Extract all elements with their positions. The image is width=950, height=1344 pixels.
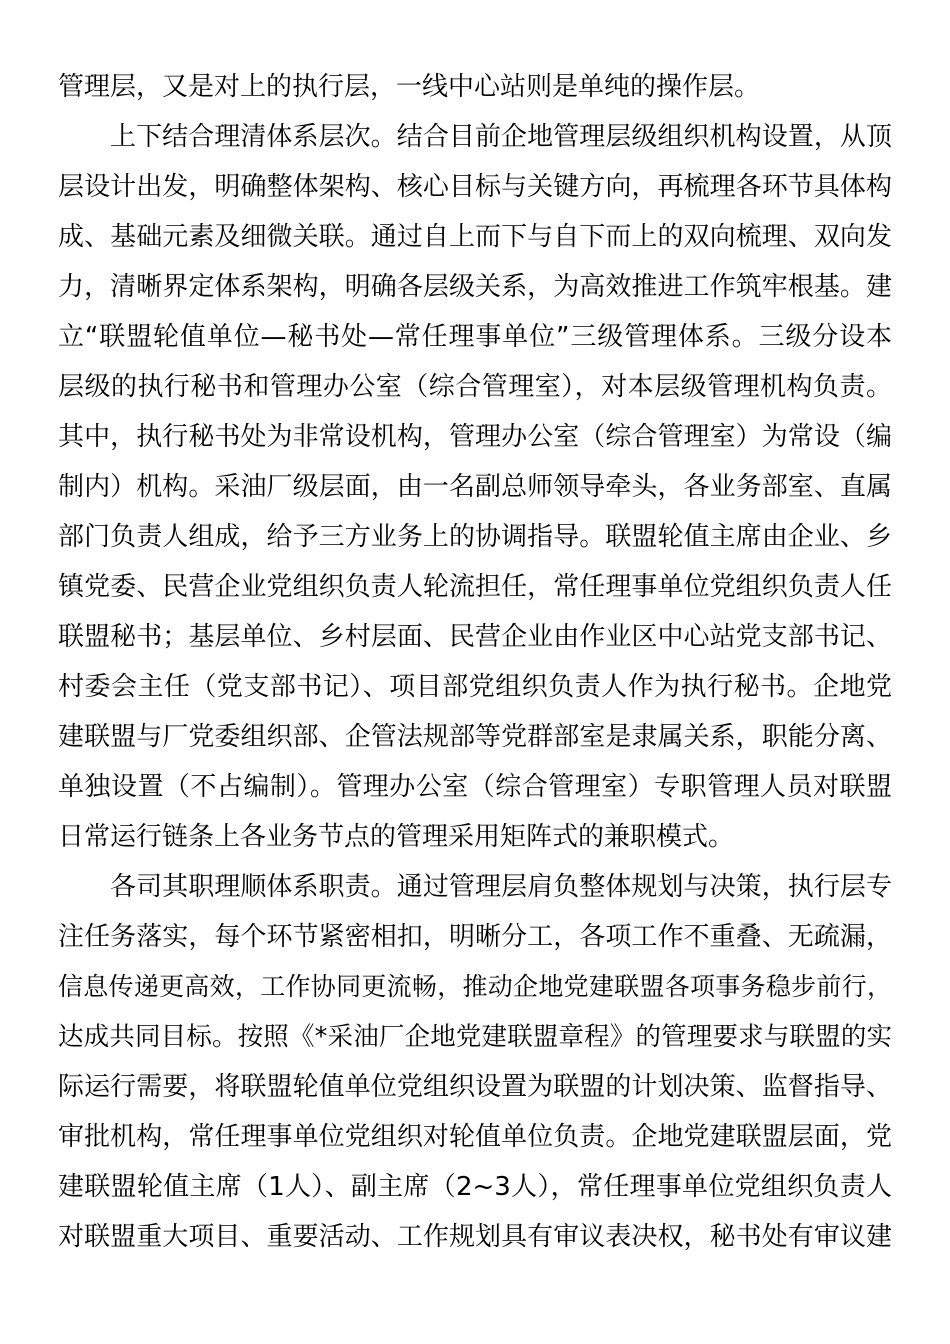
text-line-6: 立“联盟轮值单位—秘书处—常任理事单位”三级管理体系。三级分设本: [58, 322, 892, 352]
text-line-12: 联盟秘书；基层单位、乡村层面、民营企业由作业区中心站党支部书记、: [58, 622, 892, 652]
text-line-14: 建联盟与厂党委组织部、企管法规部等党群部室是隶属关系，职能分离、: [58, 722, 892, 752]
text-line-8: 其中，执行秘书处为非常设机构，管理办公室（综合管理室）为常设（编: [58, 422, 892, 452]
text-line-24: 对联盟重大项目、重要活动、工作规划具有审议表决权，秘书处有审议建: [58, 1222, 892, 1252]
text-line-11: 镇党委、民营企业党组织负责人轮流担任，常任理事单位党组织负责人任: [58, 572, 892, 602]
text-line-16: 日常运行链条上各业务节点的管理采用矩阵式的兼职模式。: [58, 822, 735, 852]
text-line-7: 层级的执行秘书和管理办公室（综合管理室），对本层级管理机构负责。: [58, 372, 892, 402]
text-line-10: 部门负责人组成，给予三方业务上的协调指导。联盟轮值主席由企业、乡: [58, 522, 892, 552]
text-line-15: 单独设置（不占编制）。管理办公室（综合管理室）专职管理人员对联盟: [58, 772, 892, 802]
text-line-19: 信息传递更高效，工作协同更流畅，推动企地党建联盟各项事务稳步前行，: [58, 972, 892, 1001]
text-line-4: 成、基础元素及细微关联。通过自上而下与自下而上的双向梳理、双向发: [58, 222, 892, 252]
text-line-1: 管理层，又是对上的执行层，一线中心站则是单纯的操作层。: [58, 72, 761, 102]
text-line-20: 达成共同目标。按照《*采油厂企地党建联盟章程》的管理要求与联盟的实: [58, 1022, 892, 1052]
text-line-22: 审批机构，常任理事单位党组织对轮值单位负责。企地党建联盟层面，党: [58, 1122, 892, 1152]
paragraph-3-heading-line: 各司其职理顺体系职责。通过管理层肩负整体规划与决策，执行层专: [110, 872, 892, 902]
text-line-23: 建联盟轮值主席（1人）、副主席（2~3人），常任理事单位党组织负责人: [58, 1172, 892, 1202]
text-line-3: 层设计出发，明确整体架构、核心目标与关键方向，再梳理各环节具体构: [58, 172, 892, 202]
paragraph-2-heading-line: 上下结合理清体系层次。结合目前企地管理层级组织机构设置，从顶: [110, 122, 892, 152]
text-line-13: 村委会主任（党支部书记）、项目部党组织负责人作为执行秘书。企地党: [58, 672, 892, 702]
text-line-5: 力，清晰界定体系架构，明确各层级关系，为高效推进工作筑牢根基。建: [58, 272, 892, 302]
text-line-18: 注任务落实，每个环节紧密相扣，明晰分工，各项工作不重叠、无疏漏，: [58, 922, 892, 952]
text-line-21: 际运行需要，将联盟轮值单位党组织设置为联盟的计划决策、监督指导、: [58, 1072, 892, 1102]
text-line-9: 制内）机构。采油厂级层面，由一名副总师领导牵头，各业务部室、直属: [58, 472, 892, 502]
